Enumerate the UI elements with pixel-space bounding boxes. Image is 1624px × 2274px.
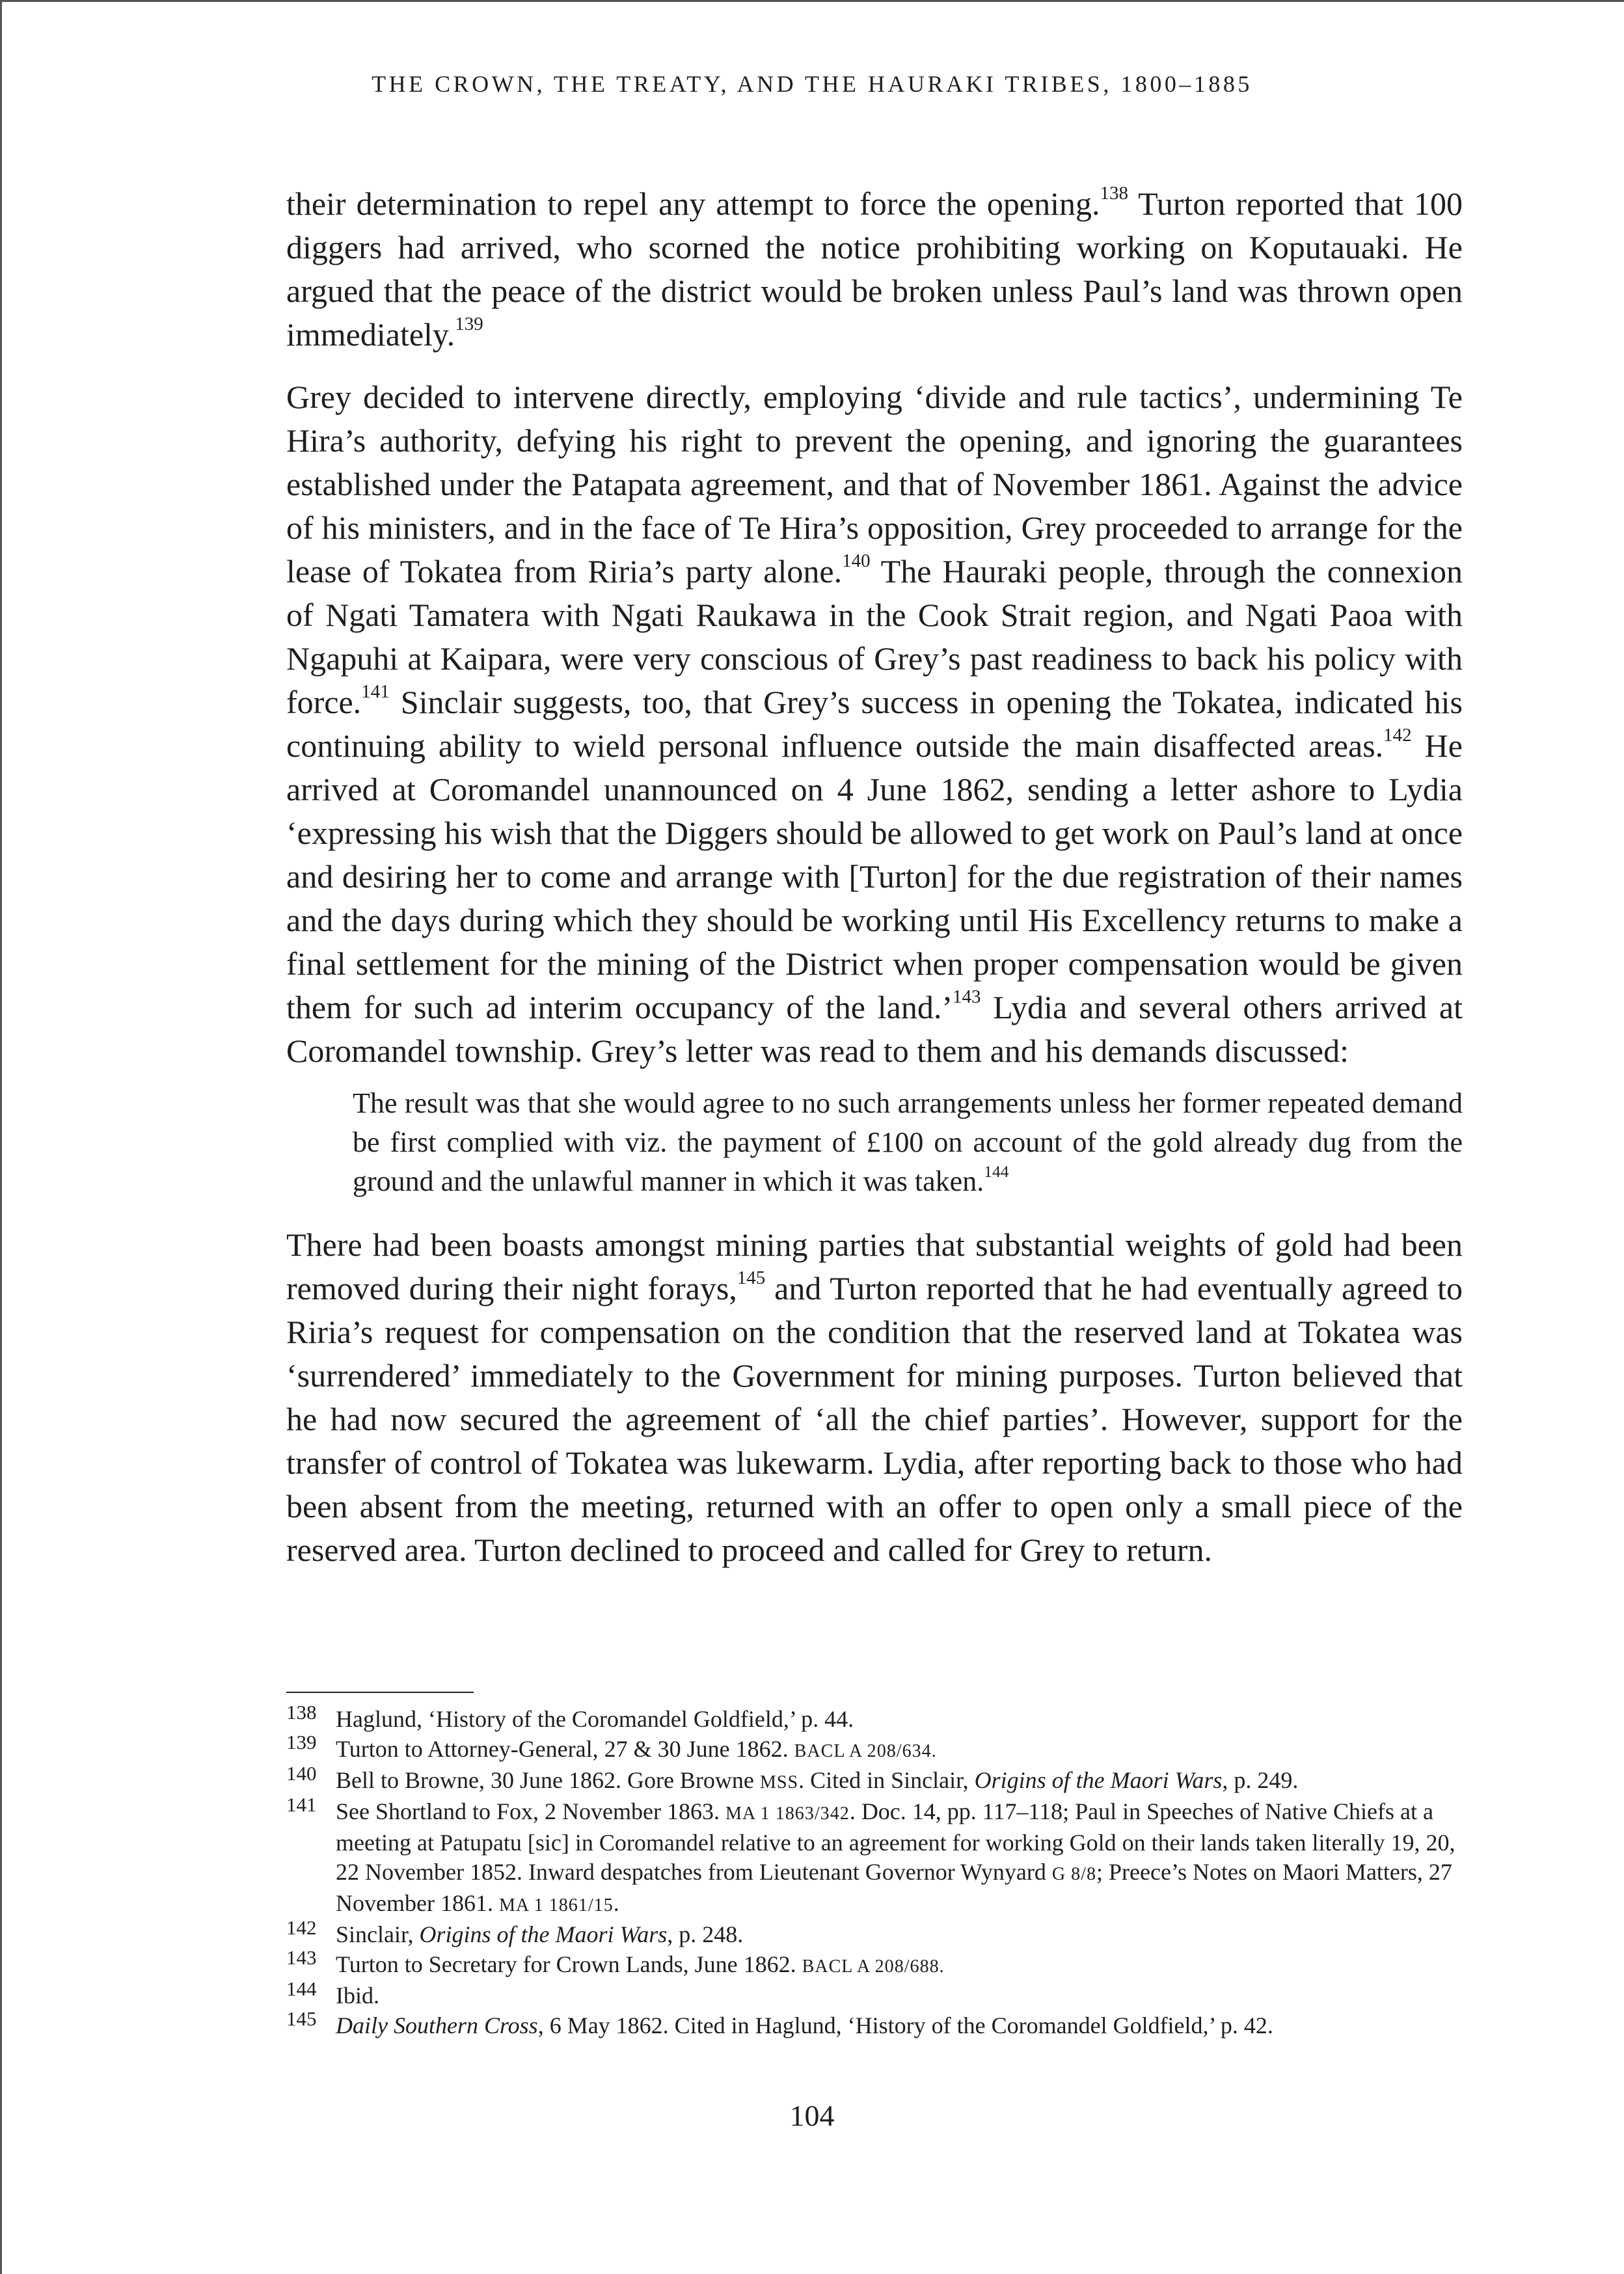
footnote [286, 1793, 1463, 1920]
archive-reference: MSS [759, 1772, 799, 1793]
footnote-number: 144 [286, 1977, 317, 2001]
italic-text: Daily Southern Cross [336, 2012, 538, 2038]
footnote [286, 2007, 1463, 2041]
page-number: 104 [789, 2099, 835, 2132]
footnote-number: 142 [286, 1916, 317, 1940]
footnote-text: Bell to Browne, 30 June 1862. Gore Browne MSS. Cited in Sinclair, Origins of the Maori Wars, p. 249. [336, 1767, 1299, 1793]
archive-reference: BACL A 208/688. [802, 1956, 945, 1977]
footnote-ref: 143 [952, 986, 981, 1008]
paragraph: There had been boasts amongst mining parties that substantial weights of gold had been removed during their night forays,$^{145}$ and Turton reported that he had eventually agreed to Riria’s request for compensation on the condition that the reserved land at Tokatea was ‘surrendered’ immediately to the Government for mining purposes. Turton believed that he had now secured the agreement of ‘all the chief parties’. However, support for the transfer of control of Tokatea was lukewarm. Lydia, after reporting back to those who had been absent from the meeting, returned with an offer to open only a small piece of the reserved area. Turton declined to proceed and called for Grey to return. [286, 1226, 1463, 1568]
footnote [286, 1701, 1463, 1735]
archive-reference: G 8/8 [1051, 1864, 1097, 1884]
footnote-ref: 139 [455, 314, 483, 335]
footnote-text: See Shortland to Fox, 2 November 1863. MA 1 1863/342. Doc. 14, pp. 117–118; Paul in Speeches of Native Chiefs at a meeting at Patupatu [sic] in Coromandel relative to an agreement for working Gold on their lands taken literally 19, 20, 22 November 1852. Inward despatches from Lieutenant Governor Wynyard G 8/8; Preece’s Notes on Maori Matters, 27 November 1861. MA 1 1861/15. [336, 1798, 1455, 1916]
footnote [286, 1946, 1463, 1981]
paragraph: Grey decided to intervene directly, employing ‘divide and rule tactics’, undermining Te Hira’s authority, defying his right to prevent the opening, and ignoring the guarantees established under the Patapata agreement, and that of November 1861. Against the advice of his ministers, and in the face of Te Hira’s opposition, Grey proceeded to arrange for the lease of Tokatea from Riria’s party alone.$^{140}$ The Hauraki people, through the connexion of Ngati Tamatera with Ngati Raukawa in the Cook Strait region, and Ngati Paoa with Ngapuhi at Kaipara, were very conscious of Grey’s past readiness to back his policy with force.$^{141}$ Sinclair suggests, too, that Grey’s success in opening the Tokatea, indicated his continuing ability to wield personal influence outside the main disaffected areas.$^{142}$ He arrived at Coromandel unannounced on 4 June 1862, sending a letter ashore to Lydia ‘expressing his wish that the Diggers should be allowed to get work on Paul’s land at once and desiring her to come and arrange with [Turton] for the due registration of their names and the days during which they should be working until His Excellency returns to make a final settlement for the mining of the District when proper compensation would be given them for such ad interim occupancy of the land.’$^{143}$ Lydia and several others arrived at Coromandel township. Grey’s letter was read to them and his demands discussed: [286, 379, 1463, 1069]
block-quote: The result was that she would agree to no such arrangements unless her former repeated demand be first complied with viz. the payment of £100 on account of the gold already dug from the ground and the unlawful manner in which it was taken.$^{144}$ [353, 1087, 1463, 1197]
italic-text: Origins of the Maori Wars [974, 1767, 1223, 1793]
footnote-text: Turton to Attorney-General, 27 & 30 June 1862. BACL A 208/634. [336, 1736, 937, 1762]
footnote-number: 143 [286, 1946, 317, 1969]
running-head: THE CROWN, THE TREATY, AND THE HAURAKI TRIBES, 1800–1885 [372, 71, 1252, 97]
footnote-text: Haglund, ‘History of the Coromandel Goldfield,’ p. 44. [336, 1706, 854, 1732]
footnote-text: Daily Southern Cross, 6 May 1862. Cited in Haglund, ‘History of the Coromandel Goldfield,’ p. 42. [336, 2012, 1273, 2038]
footnote-ref: 142 [1383, 725, 1412, 746]
footnote-number: 145 [286, 2007, 317, 2031]
paragraph: their determination to repel any attempt to force the opening.$^{138}$ Turton reported that 100 diggers had arrived, who scorned the notice prohibiting working on Koputauaki. He argued that the peace of the district would be broken unless Paul’s land was thrown open immediately.$^{139}$ [286, 183, 1463, 353]
footnote-text: Sinclair, Origins of the Maori Wars, p. 248. [336, 1921, 744, 1947]
archive-reference: BACL A 208/634. [794, 1741, 937, 1761]
footnote-number: 141 [286, 1793, 317, 1817]
footnote-rule [286, 1692, 474, 1693]
footnote [286, 1916, 1463, 1950]
footnotes [286, 1701, 1463, 2041]
footnote-number: 140 [286, 1762, 317, 1785]
footnote-number: 139 [286, 1731, 317, 1754]
footnote-ref: 138 [1100, 183, 1129, 204]
footnote [286, 1762, 1463, 1797]
footnote-ref: 145 [737, 1267, 766, 1289]
footnote [286, 1731, 1463, 1766]
footnote [286, 1977, 1463, 2011]
footnote-ref: 141 [361, 681, 390, 703]
footnote-text: Ibid. [336, 1983, 379, 2009]
archive-reference: MA 1 1863/342 [725, 1804, 850, 1824]
footnote-ref: 144 [984, 1162, 1009, 1182]
footnote-number: 138 [286, 1701, 317, 1724]
italic-text: Origins of the Maori Wars [419, 1921, 668, 1947]
page-left-border [0, 0, 2, 2274]
footnote-ref: 140 [842, 550, 871, 572]
page-top-border [0, 0, 1624, 2]
body-text [286, 182, 1463, 1572]
footnote-text: Turton to Secretary for Crown Lands, June 1862. BACL A 208/688. [336, 1951, 945, 1977]
archive-reference: MA 1 1861/15 [498, 1895, 614, 1915]
